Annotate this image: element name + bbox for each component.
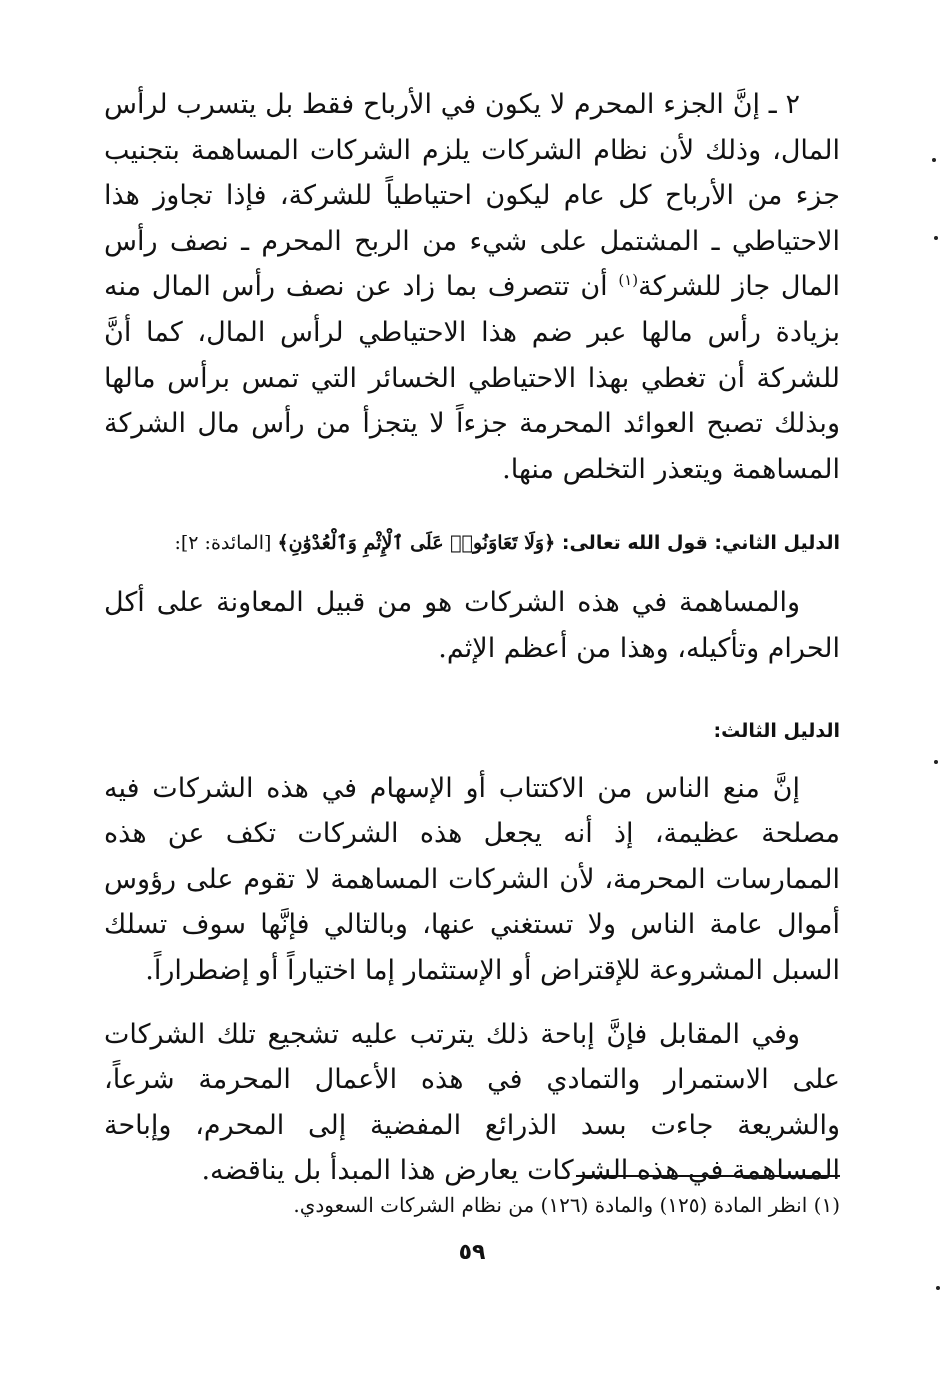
- paragraph-point-2: [104, 82, 840, 492]
- footnote: (١) انظر المادة (١٢٥) والمادة (١٢٦) من نظام الشركات السعودي.: [293, 1193, 840, 1217]
- heading-second-evidence: [104, 528, 840, 558]
- verse-reference: [المائدة: ٢]:: [174, 532, 278, 555]
- heading-third-evidence: الدليل الثالث:: [713, 719, 840, 742]
- footnote-divider: [576, 1175, 840, 1177]
- scan-mark: [934, 760, 938, 764]
- scan-mark: [934, 236, 938, 240]
- paragraph-text-continued: أن تتصرف بما زاد عن نصف رأس المال منه بزيادة رأس مالها عبر ضم هذا الاحتياطي لرأس المال، كما أنَّ للشركة أن تغطي بهذا الاحتياطي الخسائر التي تمس برأس مالها وبذلك تصبح العوائد المحرمة جزءاً لا يتجزأ من رأس مال الشركة المساهمة ويتعذر التخلص منها.: [104, 271, 840, 485]
- paragraph-counter-argument: وفي المقابل فإنَّ إباحة ذلك يترتب عليه تشجيع تلك الشركات على الاستمرار والتمادي في هذه الأعمال المحرمة شرعاً، والشريعة جاءت بسد الذرائع المفضية إلى المحرم، وإباحة المساهمة في هذه الشركات يعارض هذا المبدأ بل يناقضه.: [104, 1018, 841, 1187]
- scan-mark: [936, 1286, 940, 1290]
- footnote-marker[interactable]: (١): [618, 271, 639, 290]
- paragraph-text: ٢ ـ إنَّ الجزء المحرم لا يكون في الأرباح فقط بل يتسرب لرأس المال، وذلك لأن نظام الشركات يلزم الشركات المساهمة بتجنيب جزء من الأرباح كل عام ليكون احتياطياً للشركة، فإذا تجاوز هذا الاحتياطي ـ المشتمل على شيء من الربح المحرم ـ نصف رأس المال جاز للشركة: [104, 89, 840, 303]
- page-body: [104, 82, 840, 1194]
- paragraph-second-evidence: والمساهمة في هذه الشركات هو من قبيل المعاونة على أكل الحرام وتأكيله، وهذا من أعظم الإثم.: [104, 587, 840, 664]
- heading-label: الدليل الثاني: قول الله تعالى:: [555, 532, 840, 555]
- page-number: ٥٩: [458, 1240, 486, 1265]
- scan-mark: [932, 158, 936, 162]
- quran-verse: ﴿وَلَا تَعَاوَنُوا۟ عَلَى ٱلْإِثْمِ وَٱلْعُدْوَٰنِ﴾: [277, 532, 556, 555]
- paragraph-third-evidence: إنَّ منع الناس من الاكتتاب أو الإسهام في هذه الشركات فيه مصلحة عظيمة، إذ أنه يجعل هذه الشركات تكف عن هذه الممارسات المحرمة، لأن الشركات المساهمة لا تقوم على رؤوس أموال عامة الناس ولا تستغني عنها، وبالتالي فإنَّها سوف تسلك السبل المشروعة للإقتراض أو الإستثمار إما اختياراً أو إضطراراً.: [104, 772, 840, 986]
